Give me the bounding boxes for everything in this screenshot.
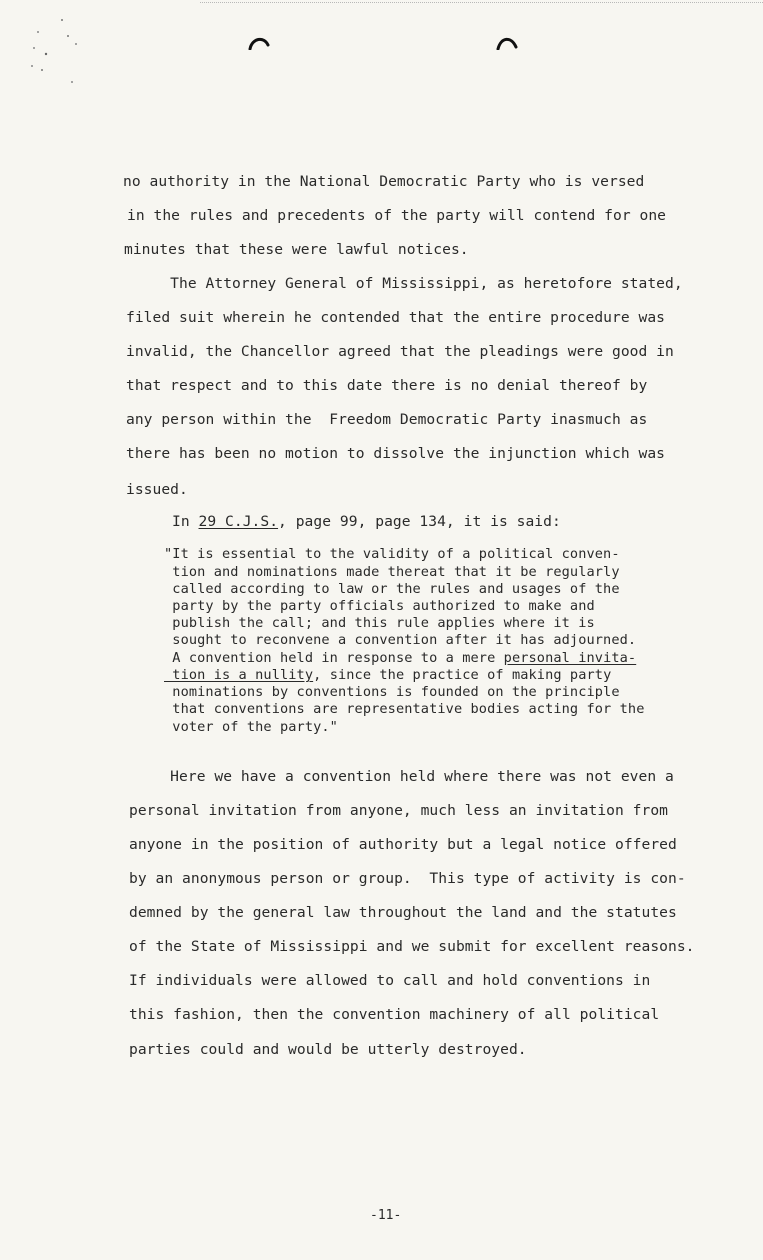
body-text-line: minutes that these were lawful notices. xyxy=(124,241,469,258)
quote-line: sought to reconvene a convention after it has adjourned. xyxy=(164,632,637,648)
citation-reference: 29 C.J.S. xyxy=(198,513,279,530)
body-text-line: filed suit wherein he contended that the entire procedure was xyxy=(126,309,666,326)
body-text-line: The Attorney General of Mississippi, as heretofore stated, xyxy=(126,275,683,292)
citation-prefix: In xyxy=(172,513,199,530)
quote-segment: A convention held in response to a mere xyxy=(164,650,504,666)
punch-hole-mark-icon xyxy=(248,36,270,50)
body-text-line: that respect and to this date there is no denial thereof by xyxy=(126,377,648,394)
punch-hole-mark-icon xyxy=(496,36,518,50)
citation-intro xyxy=(172,513,561,531)
quote-line: nominations by conventions is founded on the principle xyxy=(164,684,620,700)
quote-line: publish the call; and this rule applies where it is xyxy=(164,615,595,631)
quote-line xyxy=(164,650,636,666)
body-text-line: parties could and would be utterly destroyed. xyxy=(129,1041,527,1058)
body-text-line: by an anonymous person or group. This type of activity is con- xyxy=(129,870,686,887)
body-text-line: Here we have a convention held where there was not even a xyxy=(126,768,674,785)
citation-suffix: , page 99, page 134, it is said: xyxy=(278,513,561,530)
quote-underlined-phrase: tion is a nullity xyxy=(164,667,314,683)
quote-line: party by the party officials authorized to make and xyxy=(164,598,595,614)
scan-specks xyxy=(26,14,96,94)
body-text-line: issued. xyxy=(126,481,188,498)
quote-line xyxy=(164,667,611,683)
page-number: -11- xyxy=(370,1208,402,1223)
quote-line: called according to law or the rules and usages of the xyxy=(164,581,620,597)
top-edge-dotted-line xyxy=(200,2,763,3)
body-text-line: in the rules and precedents of the party will contend for one xyxy=(127,207,667,224)
body-text-line: demned by the general law throughout the land and the statutes xyxy=(129,904,677,921)
body-text-line: invalid, the Chancellor agreed that the pleadings were good in xyxy=(126,343,674,360)
body-text-line: any person within the Freedom Democratic Party inasmuch as xyxy=(126,411,648,428)
body-text-line: anyone in the position of authority but a legal notice offered xyxy=(129,836,677,853)
quote-line: "It is essential to the validity of a political conven- xyxy=(164,546,620,562)
body-text-line: there has been no motion to dissolve the injunction which was xyxy=(126,445,666,462)
quote-line: voter of the party." xyxy=(164,719,338,735)
quote-segment: , since the practice of making party xyxy=(313,667,612,683)
quote-line: tion and nominations made thereat that it be regularly xyxy=(164,564,620,580)
body-text-line: personal invitation from anyone, much less an invitation from xyxy=(129,802,669,819)
body-text-line: If individuals were allowed to call and hold conventions in xyxy=(129,972,651,989)
quote-underlined-phrase: personal invita- xyxy=(503,650,637,666)
body-text-line: no authority in the National Democratic Party who is versed xyxy=(123,173,645,190)
quote-line: that conventions are representative bodies acting for the xyxy=(164,701,645,717)
body-text-line: this fashion, then the convention machinery of all political xyxy=(129,1006,660,1023)
body-text-line: of the State of Mississippi and we submit for excellent reasons. xyxy=(129,938,695,955)
